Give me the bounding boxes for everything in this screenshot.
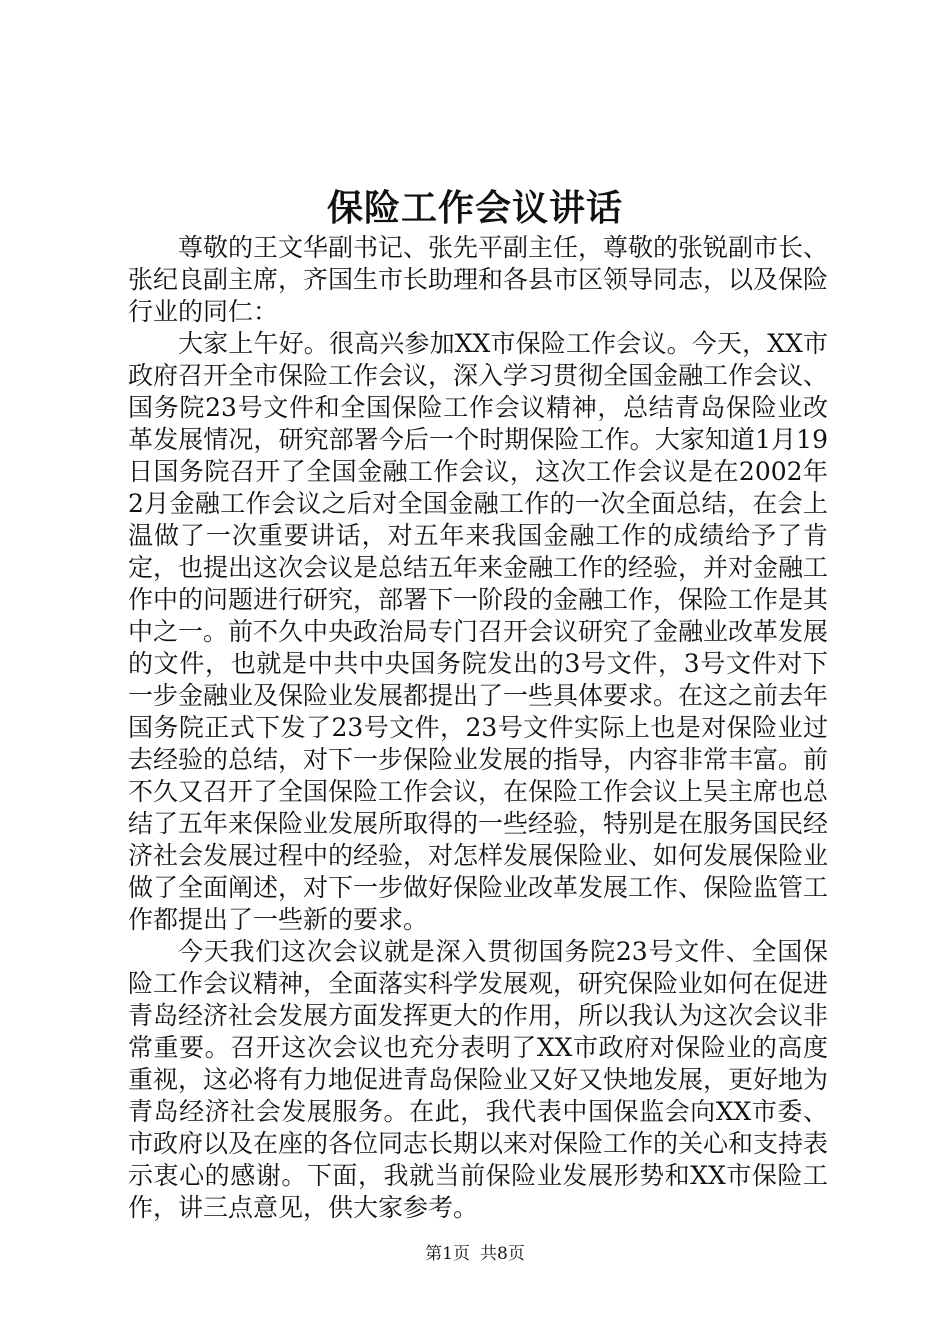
paragraph-salutation: 尊敬的王文华副书记、张先平副主任，尊敬的张锐副市长、张纪良副主席，齐国生市长助理和各县市区领导同志，以及保险行业的同仁： [128, 233, 829, 326]
document-body [128, 232, 828, 1224]
page-total: 共8页 [480, 1244, 525, 1264]
page-number: 第1页 [425, 1244, 470, 1264]
paragraph-opening: 大家上午好。很高兴参加XX市保险工作会议。今天，XX市政府召开全市保险工作会议，深入学习贯彻全国金融工作会议、国务院23号文件和全国保险工作会议精神，总结青岛保险业改革发展情况，研究部署今后一个时期保险工作。大家知道1月19日国务院召开了全国金融工作会议，这次工作会议是在2002年2月金融工作会议之后对全国金融工作的一次全面总结，在会上温做了一次重要讲话，对五年来我国金融工作的成绩给予了肯定，也提出这次会议是总结五年来金融工作的经验，并对金融工作中的问题进行研究，部署下一阶段的金融工作，保险工作是其中之一。前不久中央政治局专门召开会议研究了金融业改革发展的文件，也就是中共中央国务院发出的3号文件，3号文件对下一步金融业及保险业发展都提出了一些具体要求。在这之前去年国务院正式下发了23号文件，23号文件实际上也是对保险业过去经验的总结，对下一步保险业发展的指导，内容非常丰富。前不久又召开了全国保险工作会议，在保险工作会议上吴主席也总结了五年来保险业发展所取得的一些经验，特别是在服务国民经济社会发展过程中的经验，对怎样发展保险业、如何发展保险业做了全面阐述，对下一步做好保险业改革发展工作、保险监管工作都提出了一些新的要求。 [128, 329, 829, 934]
page-footer [0, 1242, 950, 1266]
paragraph-meeting-significance: 今天我们这次会议就是深入贯彻国务院23号文件、全国保险工作会议精神，全面落实科学发展观，研究保险业如何在促进青岛经济社会发展方面发挥更大的作用，所以我认为这次会议非常重要。召开这次会议也充分表明了XX市政府对保险业的高度重视，这必将有力地促进青岛保险业又好又快地发展，更好地为青岛经济社会发展服务。在此，我代表中国保监会向XX市委、市政府以及在座的各位同志长期以来对保险工作的关心和支持表示衷心的感谢。下面，我就当前保险业发展形势和XX市保险工作，讲三点意见，供大家参考。 [128, 937, 829, 1222]
document-title: 保险工作会议讲话 [326, 187, 623, 229]
